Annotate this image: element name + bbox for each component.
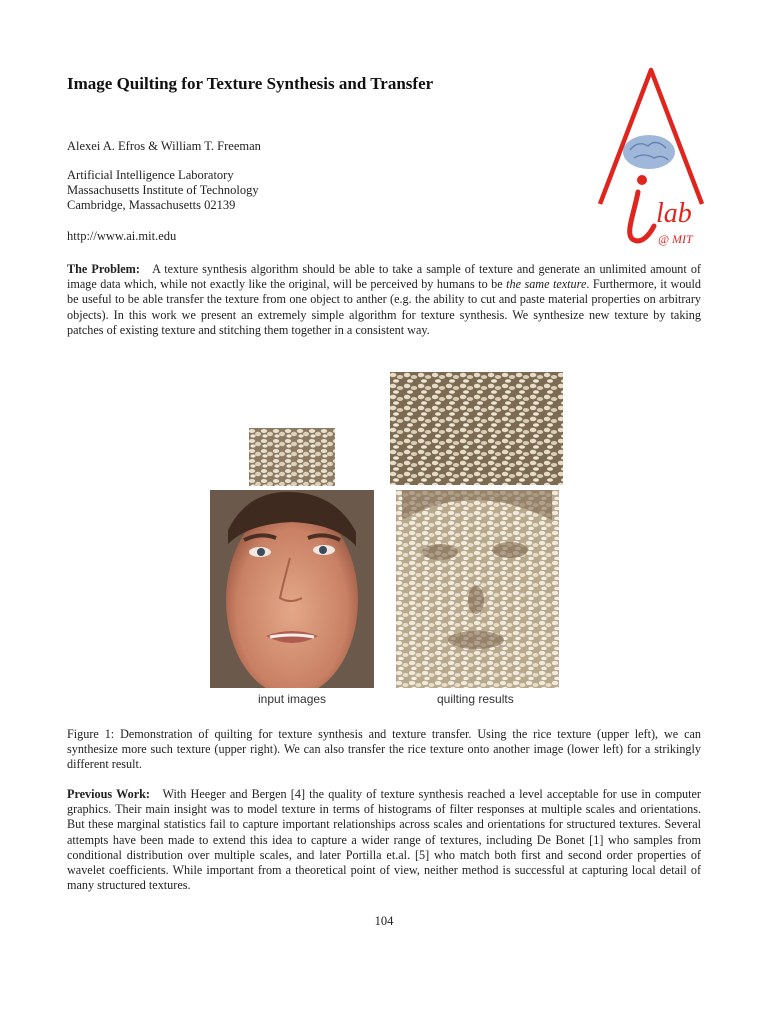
affiliation (67, 168, 259, 213)
previous-work-lead: Previous Work: (67, 787, 150, 801)
problem-paragraph (67, 262, 701, 338)
problem-lead: The Problem: (67, 262, 140, 276)
affiliation-line: Massachusetts Institute of Technology (67, 183, 259, 197)
previous-work-paragraph (67, 787, 701, 893)
rice-texture-transfer-result (396, 490, 559, 688)
previous-work-text: With Heeger and Bergen [4] the quality of texture synthesis reached a level acceptable for use in computer graphics. Their main insight was to model texture in terms of histograms of filter responses at multiple scales and orientations. But these marginal statistics fail to capture important relationships across scales and orientations for structured textures. Several attempts have been made to extend this idea to capture a wider range of textures, including De Bonet [1] who samples from conditional distribution over multiple scales, and later Portilla et.al. [5] who match both first and second order properties of wavelet coefficients. While important from a theoretical point of view, neither method is successful at capturing local detail of many structured textures. (67, 787, 701, 893)
problem-text: A texture synthesis algorithm should be able to take a sample of texture and generate an unlimited amount of image data which, while not exactly like the original, will be perceived by humans to be (67, 262, 701, 292)
face-input-image (210, 490, 374, 688)
logo-word: lab (656, 198, 692, 229)
figure-caption: Figure 1: Demonstration of quilting for texture synthesis and texture transfer. Using the rice texture (upper left), we can synthesize more such texture (upper right). We can also transfer the rice texture onto another image (lower left) for a strikingly different result. (67, 727, 701, 772)
brain-icon (623, 135, 675, 169)
website-url[interactable]: http://www.ai.mit.edu (67, 229, 177, 243)
authors: Alexei A. Efros & William T. Freeman (67, 139, 261, 153)
figure-label-results: quilting results (437, 692, 514, 706)
page-number: 104 (374, 914, 394, 928)
affiliation-line: Artificial Intelligence Laboratory (67, 168, 234, 182)
rice-texture-synthesized (390, 372, 563, 485)
rice-texture-input (249, 428, 335, 486)
figure-label-input: input images (258, 692, 327, 706)
logo-sub: @ MIT (658, 232, 693, 246)
problem-emphasis: the same texture (506, 277, 587, 292)
paper-title: Image Quilting for Texture Synthesis and Transfer (67, 74, 434, 93)
ai-lab-logo (594, 64, 708, 254)
affiliation-line: Cambridge, Massachusetts 02139 (67, 198, 236, 212)
problem-text-end: . Furthermore, it would be useful to be able transfer the texture from one object to anther (e.g. the ability to cut and paste material properties on arbitrary objects). In this work we present an extremely simple algorithm for texture synthesis. We synthesize new texture by taking patches of existing texture and stitching them together in a consistent way. (67, 277, 701, 337)
